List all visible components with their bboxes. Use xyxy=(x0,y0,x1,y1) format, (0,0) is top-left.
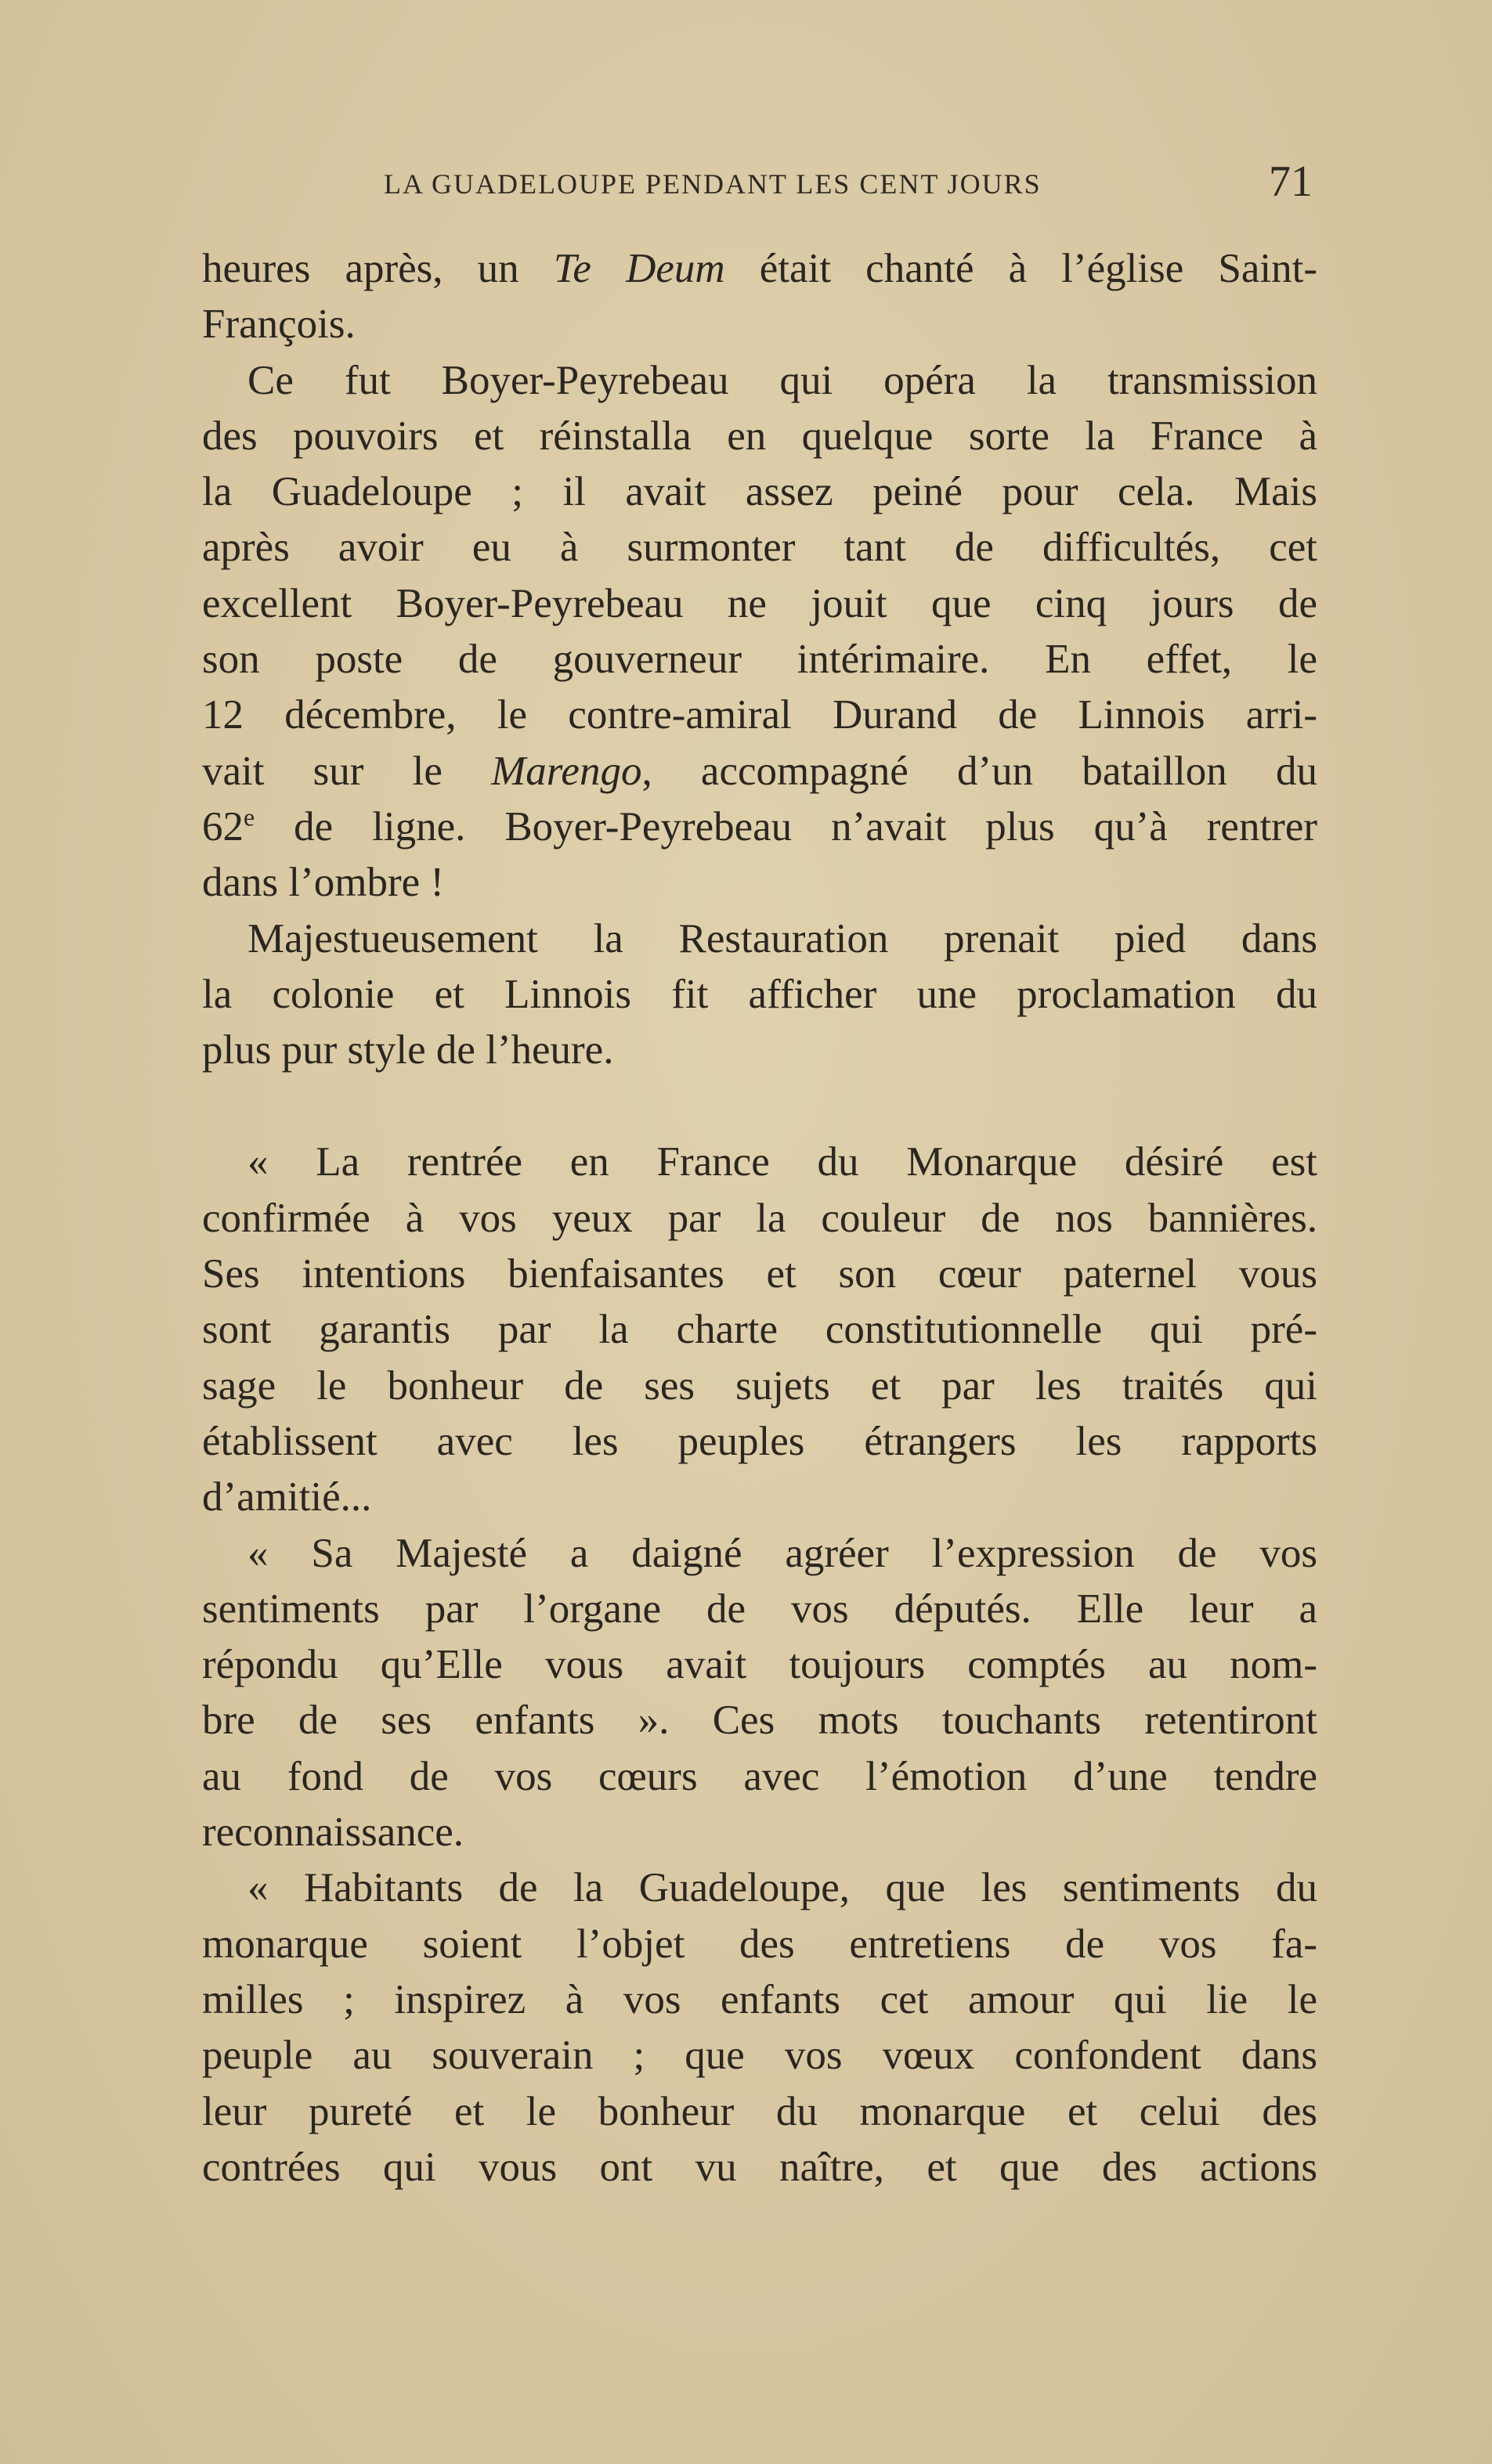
quote-line: contrées qui vous ont vu naître, et que des actions xyxy=(202,2144,1317,2190)
paragraph-gap xyxy=(202,1078,1317,1135)
quote-line: sage le bonheur de ses sujets et par les traités qui xyxy=(202,1362,1317,1409)
text-line: Ce fut Boyer-Peyrebeau qui opéra la transmission xyxy=(247,357,1317,403)
text-line: 12 décembre, le contre-amiral Durand de Linnois arri- xyxy=(202,692,1317,738)
quote-line: « La rentrée en France du Monarque désiré est xyxy=(247,1139,1317,1185)
text-line: plus pur style de l’heure. xyxy=(202,1027,614,1073)
running-title: LA GUADELOUPE PENDANT LES CENT JOURS xyxy=(384,168,1042,200)
text-line: après avoir eu à surmonter tant de difficultés, cet xyxy=(202,525,1317,571)
text-line: 62e de ligne. Boyer-Peyrebeau n’avait plus qu’à rentrer xyxy=(202,803,1317,850)
text-line: excellent Boyer-Peyrebeau ne jouit que cinq jours de xyxy=(202,580,1317,626)
quote-line: au fond de vos cœurs avec l’émotion d’une tendre xyxy=(202,1753,1317,1799)
quote-line: confirmée à vos yeux par la couleur de nos bannières. xyxy=(202,1195,1317,1241)
text-line: dans l’ombre ! xyxy=(202,860,445,906)
quote-line: « Sa Majesté a daigné agréer l’expression de vos xyxy=(247,1530,1317,1576)
text-line: Majestueusement la Restauration prenait pied dans xyxy=(247,915,1317,961)
quote-line: sont garantis par la charte constitutionnelle qui pré- xyxy=(202,1307,1317,1353)
text-line: son poste de gouverneur intérimaire. En effet, le xyxy=(202,637,1317,683)
text-line: la Guadeloupe ; il avait assez peiné pour cela. Mais xyxy=(202,469,1317,515)
quote-line: monarque soient l’objet des entretiens de vos fa- xyxy=(202,1921,1317,1967)
quote-line: répondu qu’Elle vous avait toujours comptés au nom- xyxy=(202,1642,1317,1688)
quote-line: « Habitants de la Guadeloupe, que les sentiments du xyxy=(247,1865,1317,1911)
text-line: des pouvoirs et réinstalla en quelque sorte la France à xyxy=(202,413,1317,459)
text-line: vait sur le Marengo, accompagné d’un bataillon du xyxy=(202,748,1317,794)
quote-line: Ses intentions bienfaisantes et son cœur paternel vous xyxy=(202,1251,1317,1297)
quote-line: bre de ses enfants ». Ces mots touchants retentiront xyxy=(202,1697,1317,1744)
page-number: 71 xyxy=(1269,157,1313,206)
quote-line: peuple au souverain ; que vos vœux confondent dans xyxy=(202,2033,1317,2079)
text-line: la colonie et Linnois fit afficher une proclamation du xyxy=(202,971,1317,1017)
body-text xyxy=(202,241,1317,2195)
text-line: François. xyxy=(202,301,356,348)
quote-line: reconnaissance. xyxy=(202,1809,464,1856)
running-header xyxy=(0,157,1492,211)
text-line: heures après, un Te Deum était chanté à l’église Saint- xyxy=(202,246,1317,291)
quote-line: leur pureté et le bonheur du monarque et celui des xyxy=(202,2088,1317,2134)
quote-line: milles ; inspirez à vos enfants cet amour qui lie le xyxy=(202,1976,1317,2022)
quote-line: établissent avec les peuples étrangers les rapports xyxy=(202,1418,1317,1464)
quote-line: d’amitié... xyxy=(202,1474,372,1521)
quote-line: sentiments par l’organe de vos députés. Elle leur a xyxy=(202,1586,1317,1632)
